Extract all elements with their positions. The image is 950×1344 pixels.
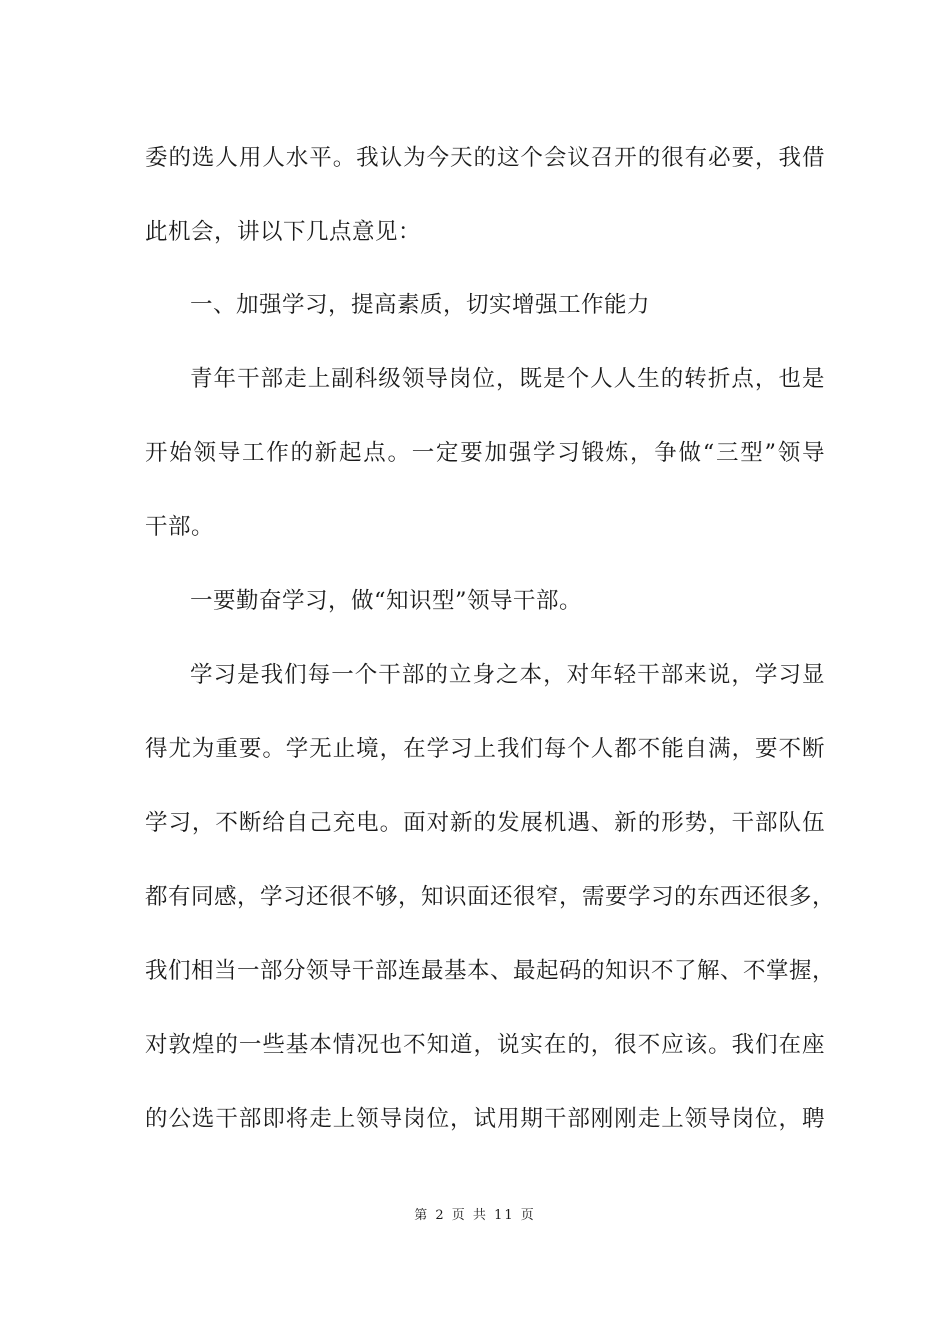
body-text-line: 得尤为重要。学无止境，在学习上我们每个人都不能自满，要不断	[145, 736, 825, 762]
body-text-line: 学习是我们每一个干部的立身之本，对年轻干部来说，学习显	[190, 662, 825, 688]
body-text-line: 都有同感，学习还很不够，知识面还很窄，需要学习的东西还很多，	[145, 884, 836, 910]
body-text-line: 干部。	[145, 514, 215, 540]
footer-mid: 页 共	[451, 1208, 488, 1223]
body-text-line: 此机会，讲以下几点意见：	[145, 219, 422, 245]
footer-suffix: 页	[520, 1208, 536, 1223]
body-text-line: 青年干部走上副科级领导岗位，既是个人人生的转折点，也是	[190, 366, 825, 392]
body-text-line: 学习，不断给自己充电。面对新的发展机遇、新的形势，干部队伍	[145, 810, 825, 836]
section-heading: 一、加强学习，提高素质，切实增强工作能力	[190, 292, 651, 318]
body-text-line: 我们相当一部分领导干部连最基本、最起码的知识不了解、不掌握，	[145, 958, 836, 984]
current-page-number: 2	[435, 1208, 446, 1223]
body-text-line: 开始领导工作的新起点。一定要加强学习锻炼，争做“三型”领导	[145, 440, 825, 466]
body-text-line: 委的选人用人水平。我认为今天的这个会议召开的很有必要，我借	[145, 145, 825, 171]
total-page-number: 11	[494, 1208, 515, 1223]
body-text-line: 的公选干部即将走上领导岗位，试用期干部刚刚走上领导岗位，聘	[145, 1106, 825, 1132]
footer-prefix: 第	[414, 1208, 430, 1223]
body-text-line: 对敦煌的一些基本情况也不知道，说实在的，很不应该。我们在座	[145, 1032, 825, 1058]
sub-heading: 一要勤奋学习，做“知识型”领导干部。	[190, 588, 583, 614]
page-number-footer	[0, 1207, 950, 1225]
